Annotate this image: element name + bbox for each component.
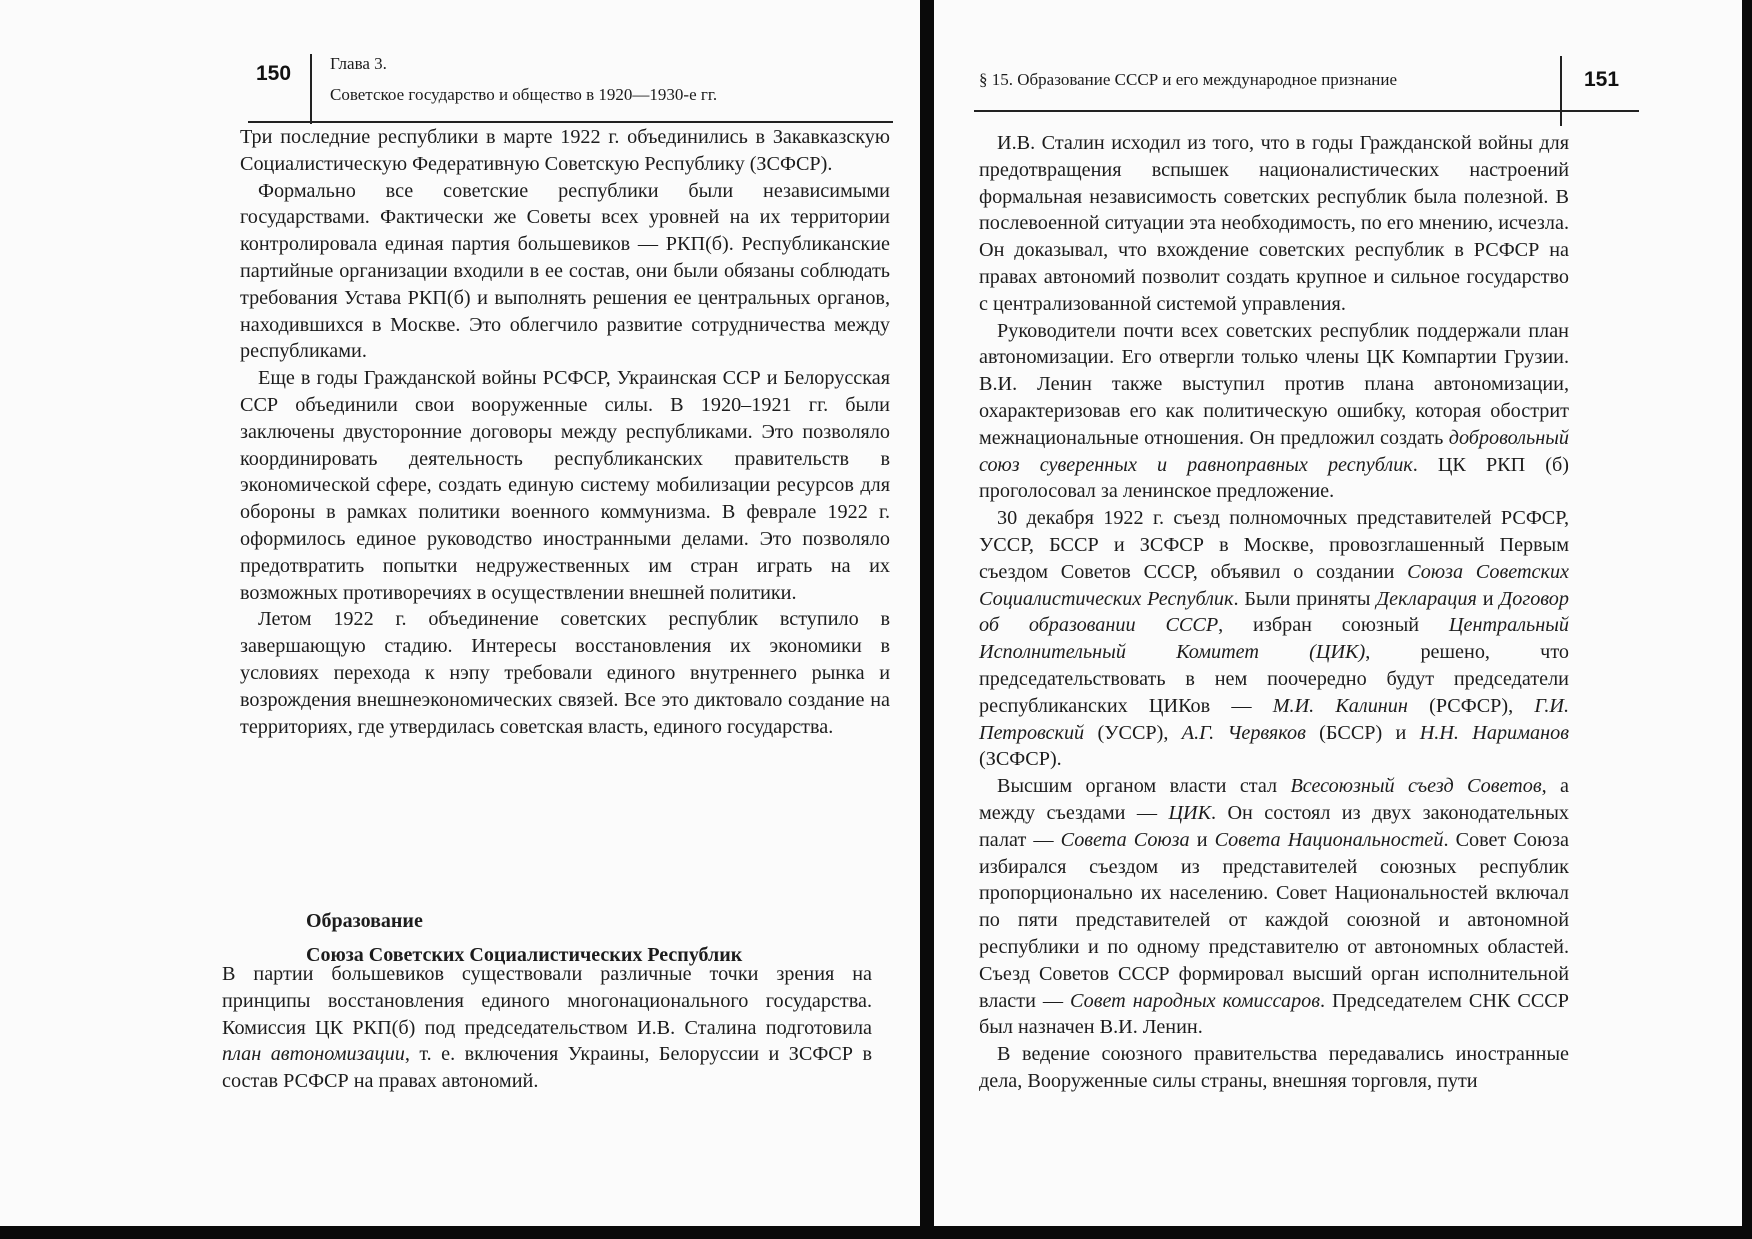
paragraph: В партии большевиков существовали различные точки зрения на принципы восстановления единого многонационального государства. Комиссия ЦК РКП(б) под председательством И.В. Сталина подготовила план автономизации, т. е. включения Украины, Белоруссии и ЗСФСР в состав РСФСР на правах автономий. (222, 963, 872, 1093)
book-gutter (920, 0, 934, 1239)
left-page-number: 150 (256, 62, 292, 85)
paragraph: Три последние республики в марте 1922 г. объединились в Закавказскую Социалистическую Федеративную Советскую Республику (ЗСФСР). (240, 126, 890, 175)
left-body-text (240, 124, 890, 740)
paragraph: И.В. Сталин исходил из того, что в годы Гражданской войны для предотвращения вспышек националистических настроений формальная независимость советских республик была полезной. В послевоенной ситуации эта необходимость, по его мнению, исчезла. Он доказывал, что вхождение советских республик в РСФСР на правах автономий позволит создать крупное и сильное государство с централизованной системой управления. (979, 132, 1569, 315)
header-divider (310, 54, 312, 124)
left-body-text-2 (222, 961, 872, 1095)
header-divider (1560, 56, 1562, 126)
scan-edge-bottom (0, 1226, 1752, 1239)
section-heading-line-2: Союза Советских Социалистических Республик (306, 944, 743, 966)
scan-edge-right (1742, 0, 1752, 1239)
running-head-chapter: Глава 3. (330, 54, 387, 73)
paragraph: 30 декабря 1922 г. съезд полномочных представителей РСФСР, УССР, БССР и ЗСФСР в Москве, провозглашенный Первым съездом Советов СССР, объявил о создании Союза Советских Социалистических Республик. Были приняты Декларация и Договор об образовании СССР, избран союзный Центральный Исполнительный Комитет (ЦИК), решено, что председательствовать в нем поочередно будут председатели республиканских ЦИКов — М.И. Калинин (РСФСР), Г.И. Петровский (УССР), А.Г. Червяков (БССР) и Н.Н. Нариманов (ЗСФСР). (979, 507, 1570, 771)
right-page (934, 0, 1742, 1239)
running-head-chapter-title: Советское государство и общество в 1920—1930-е гг. (330, 85, 718, 104)
header-rule (974, 110, 1639, 112)
paragraph: Летом 1922 г. объединение советских республик вступило в завершающую стадию. Интересы восстановления их экономики в условиях перехода к нэпу требовали единого внутреннего рынка и возрождения внешнеэкономических связей. Все это диктовало создание на территориях, где утвердилась советская власть, единого государства. (240, 608, 890, 738)
right-page-number: 151 (1584, 68, 1620, 91)
paragraph: Высшим органом власти стал Всесоюзный съезд Советов, а между съездами — ЦИК. Он состоял из двух законодательных палат — Совета Союза и Совета Национальностей. Совет Союза избирался съездом из представителей союзных республик пропорционально их населению. Совет Национальностей включал по пяти представителей от каждой союзной и автономной республики и по одному представителю от автономных областей. Съезд Советов СССР формировал высший орган исполнительной власти — Совет народных комиссаров. Председателем СНК СССР был назначен В.И. Ленин. (979, 775, 1570, 1039)
paragraph: Формально все советские республики были независимыми государствами. Фактически же Советы всех уровней на их территории контролировала единая партия большевиков — РКП(б). Республиканские партийные организации входили в ее состав, они были обязаны соблюдать требования Устава РКП(б) и выполнять решения ее центральных органов, находившихся в Москве. Это облегчило развитие сотрудничества между республиками. (240, 179, 890, 363)
paragraph: Еще в годы Гражданской войны РСФСР, Украинская ССР и Белорусская ССР объединили свои вооруженные силы. В 1920–1921 гг. были заключены двусторонние договоры между республиками. Это позволяло координировать деятельность республиканских правительств в экономической сфере, создать единую систему мобилизации ресурсов для обороны в рамках политики военного коммунизма. В феврале 1922 г. оформилось единое руководство иностранными делами. Это позволяло предотвратить попытки недружественных им стран играть на их возможных противоречиях в осуществлении внешней политики. (240, 367, 890, 604)
header-rule (248, 121, 893, 123)
term-italic: добровольный союз суверенных и равноправных республик (979, 426, 1569, 476)
right-body-text (979, 130, 1569, 1095)
paragraph: В ведение союзного правительства передавались иностранные дела, Вооруженные силы страны, внешняя торговля, пути (979, 1043, 1569, 1092)
paragraph: Руководители почти всех советских республик поддержали план автономизации. Его отвергли только члены ЦК Компартии Грузии. В.И. Ленин также выступил против плана автономизации, охарактеризовав его как политическую ошибку, которая обострит межнациональные отношения. Он предложил создать добровольный союз суверенных и равноправных республик. ЦК РКП (б) проголосовал за ленинское предложение. (979, 319, 1569, 503)
running-head-section: § 15. Образование СССР и его международное признание (979, 70, 1397, 89)
section-heading-line-1: Образование (306, 910, 423, 932)
term-italic: план автономизации (222, 1043, 405, 1066)
